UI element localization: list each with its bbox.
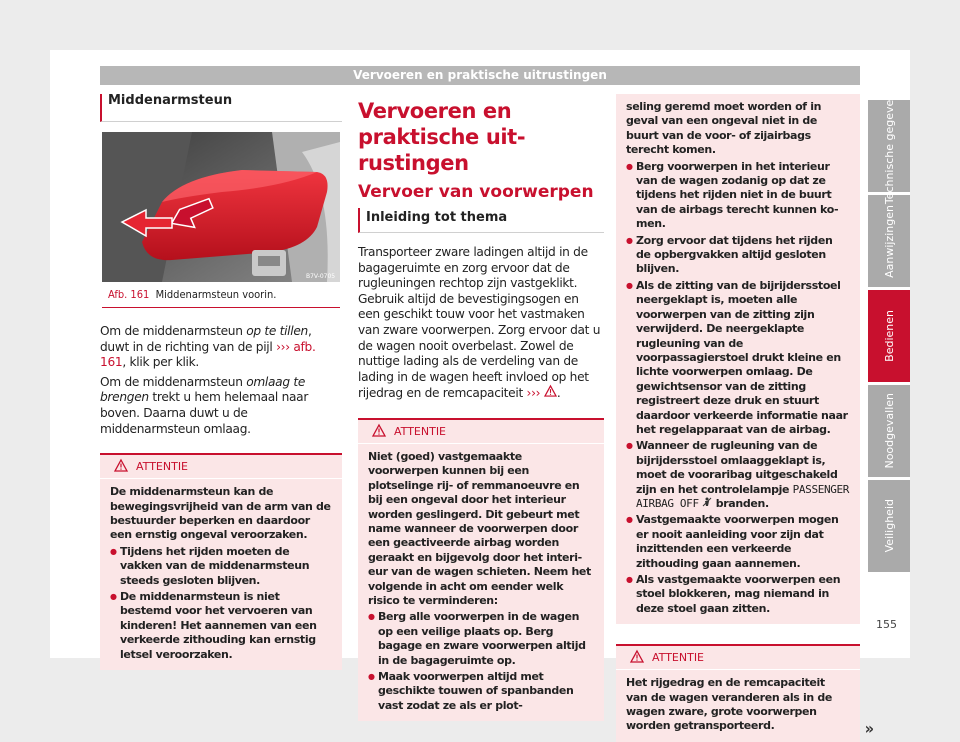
tab-label: Veiligheid bbox=[882, 499, 896, 553]
ref-arrows: ››› bbox=[276, 339, 290, 354]
right-column bbox=[616, 94, 874, 742]
figure-armrest bbox=[102, 132, 340, 308]
attention-title: ATTENTIE bbox=[136, 460, 189, 474]
emphasis: omlaag te brengen bbox=[100, 374, 306, 405]
tab-label: Aanwijzingen bbox=[882, 204, 896, 278]
warning-icon bbox=[630, 650, 644, 663]
attention-box-transport bbox=[358, 418, 604, 721]
attention-body bbox=[100, 479, 342, 670]
tab-bedienen[interactable] bbox=[868, 290, 910, 382]
text: , klik per klik. bbox=[122, 355, 199, 370]
attention-box-handling bbox=[616, 644, 874, 742]
intro-heading: Inleiding tot thema bbox=[358, 208, 604, 233]
text: trekt u hem helemaal naar boven. Daarna duwt u de middenarmsteun omlaag. bbox=[100, 390, 309, 436]
attention-header bbox=[358, 420, 604, 444]
continue-arrow: » bbox=[864, 718, 874, 738]
chapter-header: Vervoeren en praktische uitrustingen bbox=[100, 66, 860, 85]
middle-column bbox=[358, 98, 604, 721]
attention-bullet: ● Als de zitting van de bijrijdersstoel neergeklapt is, moeten alle voorwerpen van de zitting zijn verwijderd. De neergeklapte rugleuning van de voorpassagierstoel drukt kleine en lichte voorwerpen omlaag. De gewichtsensor van de zitting registreert deze druk en stuurt daardoor verkeerde informatie naar het regelapparaat van de airbag. bbox=[626, 279, 850, 437]
text: branden. bbox=[712, 496, 769, 510]
attention-body bbox=[616, 94, 860, 624]
chapter-tabs bbox=[868, 87, 910, 575]
attention-body bbox=[616, 670, 860, 742]
figure-caption bbox=[102, 282, 340, 307]
caption-ref[interactable]: Afb. 161 bbox=[108, 288, 150, 301]
attention-bullet: ● Berg voorwerpen in het interieur van de wagen zodanig op dat ze tijdens het rijden niet in de buurt van de airbags terecht kunnen komen. bbox=[626, 160, 850, 232]
text: Om de middenarmsteun bbox=[100, 324, 247, 338]
emphasis: op te tillen bbox=[246, 324, 308, 338]
attention-intro: Niet (goed) vastgemaakte voorwerpen kunnen bij een plotselinge rij- of remmanoeuvre en bij een ongeval door het interieur worden geslingerd. Dit gebeurt met name wanneer de voorwerpen door een geactiveerde airbag worden geraakt en bijgevolg door het interieur van de wagen schieten. Neem het volgende in acht om eender welk risico te verminderen: bbox=[368, 449, 591, 607]
attention-bullet: ● De middenarmsteun is niet bestemd voor het vervoeren van kinderen! Het aannemen van een verkeerde zithouding kan ernstig letsel veroorzaken. bbox=[110, 590, 332, 662]
lift-instructions bbox=[100, 324, 342, 371]
figure-code: B7V-0705 bbox=[306, 273, 336, 280]
left-column bbox=[100, 94, 342, 670]
attention-box-armrest bbox=[100, 453, 342, 670]
attention-bullet: ● Berg alle voorwerpen in de wagen op een veilige plaats op. Berg bagage en zware voorwerpen altijd in de bagageruimte op. bbox=[368, 610, 594, 668]
chapter-title: Vervoeren en praktische uitrustingen bbox=[358, 99, 526, 175]
lower-instructions bbox=[100, 375, 342, 437]
text: , duwt in de richting van de pijl bbox=[100, 324, 312, 354]
intro-text: Transporteer zware ladingen altijd in de bagageruimte en zorg ervoor dat de rugleuningen rechtop zijn vastgeklikt. Gebruik altijd de bevestigingsogen en een geschikt touw voor het vastmaken van zware voorwerpen. Zorg ervoor dat u de wagen nooit overbelast. Zowel de nuttige lading als de verdeling van de lading in de wagen heeft invloed op het rijedrag en de remcapaciteit ››› . bbox=[358, 245, 601, 401]
lamp-code: PASSENGER AIRBAG OFF bbox=[636, 482, 850, 510]
warning-icon bbox=[372, 424, 386, 437]
armrest-illustration bbox=[102, 132, 340, 282]
attention-title: ATTENTIE bbox=[652, 651, 705, 665]
attention-title: ATTENTIE bbox=[394, 424, 447, 438]
attention-header bbox=[100, 455, 342, 479]
tab-label: Bedienen bbox=[882, 310, 896, 362]
attention-body bbox=[358, 444, 604, 721]
tab-label: Technische gegevens bbox=[882, 87, 896, 205]
attention-bullet: ● Tijdens het rijden moeten de vakken van de middenarmsteun steeds gesloten blijven. bbox=[110, 545, 332, 588]
airbag-off-icon bbox=[702, 497, 712, 507]
tab-aanwijzingen[interactable] bbox=[868, 195, 910, 287]
attention-bullet: ● Als vastgemaakte voorwerpen een stoel blokkeren, mag niemand in deze stoel gaan zitten. bbox=[626, 573, 850, 616]
attention-continued bbox=[616, 94, 860, 624]
tab-veiligheid[interactable] bbox=[868, 480, 910, 572]
warning-icon bbox=[544, 385, 557, 397]
tab-noodgevallen[interactable] bbox=[868, 385, 910, 477]
attention-text: Het rijgedrag en de remcapaciteit van de wagen veranderen als in de wagen zware, grote voorwerpen worden getransporteerd. bbox=[626, 676, 832, 733]
attention-bullet: ● Vastgemaakte voorwerpen mogen er nooit aanleiding voor zijn dat inzittenden een verkeerde zithouding gaan aannemen. bbox=[626, 513, 850, 571]
caption-text: Middenarmsteun voorin. bbox=[155, 288, 277, 301]
ref-arrows: ››› bbox=[522, 386, 541, 401]
text: Wanneer de rugleuning van de bijrijdersstoel omlaaggeklapt is, moet de vooraribag uitgeschakeld zijn en het controlelampje bbox=[636, 439, 838, 496]
page-number: 155 bbox=[876, 618, 897, 631]
text: Transporteer zware ladingen altijd in de bagageruimte en zorg ervoor dat de rugleuningen rechtop zijn vastgeklikt. Gebruik altijd de bevestigingsogen en een geschikt touw voor het vastmaken van zware voorwerpen. Zorg ervoor dat u de wagen nooit overbelast. Zowel de nuttige lading als de verdeling van de lading in de wagen heeft invloed op het rijedrag en de remcapaciteit bbox=[358, 245, 601, 401]
text: Om de middenarmsteun bbox=[100, 374, 247, 389]
tab-technische-gegevens[interactable] bbox=[868, 87, 910, 205]
section-subtitle: Vervoer van voorwerpen bbox=[358, 182, 594, 202]
attention-continuation: seling geremd moet worden of in geval van een ongeval niet in de buurt van de voor- of zijairbags terecht komen. bbox=[626, 100, 822, 157]
figure-link[interactable]: afb. 161 bbox=[100, 339, 316, 370]
section-heading: Middenarmsteun bbox=[100, 94, 342, 122]
attention-bullet: ● Zorg ervoor dat tijdens het rijden de opbergvakken altijd gesloten blijven. bbox=[626, 234, 850, 277]
warning-icon bbox=[114, 459, 128, 472]
tab-label: Noodgevallen bbox=[882, 393, 896, 469]
attention-header bbox=[616, 646, 860, 670]
attention-intro: De middenarmsteun kan de bewegingsvrijheid van de arm van de bestuurder beperken en daardoor een ernstig ongeval veroorzaken. bbox=[110, 485, 331, 542]
attention-bullet-airbag-lamp bbox=[626, 439, 850, 511]
attention-bullet: ● Maak voorwerpen altijd met geschikte touwen of spanbanden vast zodat ze als er plot- bbox=[368, 670, 594, 713]
